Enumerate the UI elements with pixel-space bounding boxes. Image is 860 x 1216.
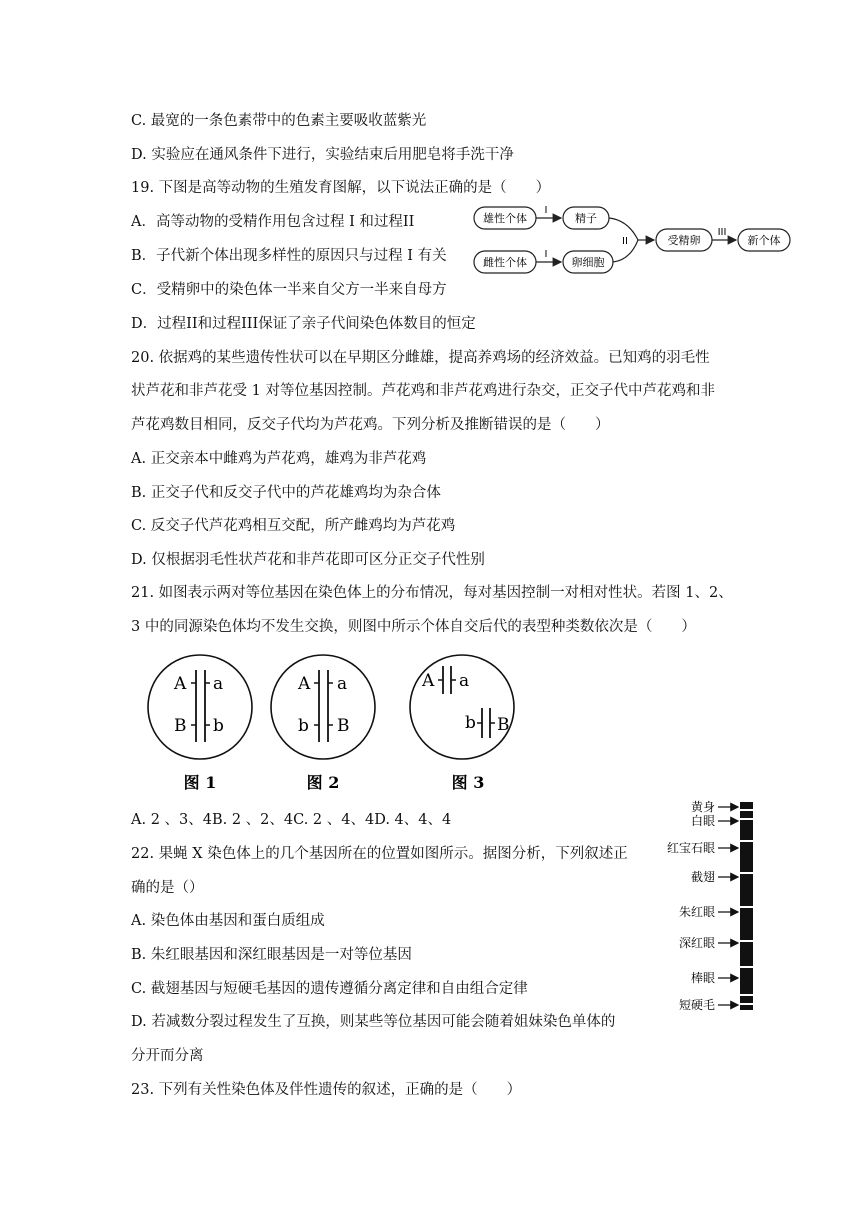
fig3-gene-left-top: A (422, 671, 435, 691)
process-3-label: III (717, 227, 727, 238)
q20-option-c: C. 反交子代芦花鸡相互交配，所产雌鸡均为芦花鸡 (131, 518, 456, 534)
fig2-gene-left-top: A (298, 674, 311, 694)
zygote-label: 受精卵 (667, 234, 701, 247)
q22-option-a: A. 染色体由基因和蛋白质组成 (131, 913, 325, 929)
process-2-label: II (622, 236, 628, 247)
q22-stem-line-2: 确的是（） (131, 880, 204, 896)
fig3-gene-left-bottom: b (465, 713, 476, 733)
q19-option-a: A．高等动物的受精作用包含过程 I 和过程II (131, 214, 415, 230)
gene-ruby-eye: 红宝石眼 (666, 841, 715, 855)
fig2-gene-right-bottom: B (337, 716, 350, 736)
q22-option-d: D. 若减数分裂过程发生了互换，则某些等位基因可能会随着姐妹染色单体的 (131, 1014, 616, 1030)
gene-yellow-body: 黄身 (690, 800, 715, 814)
q21-options: A. 2 、3、4B. 2 、2、4C. 2 、4、4D. 4、4、4 (131, 812, 452, 828)
reproduction-diagram (468, 200, 798, 280)
q22-stem-line-1: 22. 果蝇 X 染色体上的几个基因所在的位置如图所示。据图分析，下列叙述正 (131, 846, 628, 862)
fig1-gene-left-top: A (174, 674, 187, 694)
q22-option-b: B. 朱红眼基因和深红眼基因是一对等位基因 (131, 947, 412, 963)
q23-stem: 23. 下列有关性染色体及伴性遗传的叙述，正确的是（ ） (131, 1082, 522, 1098)
gene-truncated-wing: 截翅 (690, 870, 715, 884)
q22-option-d-cont: 分开而分离 (131, 1048, 204, 1064)
q20-stem-line-1: 20. 依据鸡的某些遗传性状可以在早期区分雌雄，提高养鸡场的经济效益。已知鸡的羽毛性 (131, 350, 710, 366)
fig1-gene-right-top: a (213, 674, 224, 694)
male-label: 雄性个体 (483, 212, 527, 225)
female-label: 雌性个体 (483, 256, 527, 269)
figure-3 (410, 655, 514, 792)
q20-stem-line-2: 状芦花和非芦花受 1 对等位基因控制。芦花鸡和非芦花鸡进行杂交，正交子代中芦花鸡和非 (131, 383, 715, 399)
new-individual-label: 新个体 (747, 234, 781, 247)
egg-label: 卵细胞 (571, 256, 605, 269)
x-chromosome-gene-map (660, 796, 760, 1016)
q20-option-d: D. 仅根据羽毛性状芦花和非芦花即可区分正交子代性别 (131, 552, 485, 568)
q20-stem-line-3: 芦花鸡数目相同，反交子代均为芦花鸡。下列分析及推断错误的是（ ） (131, 417, 610, 433)
q22-option-c: C. 截翅基因与短硬毛基因的遗传遵循分离定律和自由组合定律 (131, 981, 528, 997)
process-1-label-bottom: I (544, 249, 548, 260)
q18-option-d: D. 实验应在通风条件下进行，实验结束后用肥皂将手洗干净 (131, 147, 514, 163)
figure-1 (148, 655, 252, 792)
q19-option-b: B．子代新个体出现多样性的原因只与过程 I 有关 (131, 248, 447, 264)
chromosome-figures (130, 652, 530, 797)
q21-stem-line-2: 3 中的同源染色体均不发生交换，则图中所示个体自交后代的表型种类数依次是（ ） (131, 619, 696, 635)
sperm-label: 精子 (575, 212, 597, 225)
q18-option-c: C. 最宽的一条色素带中的色素主要吸收蓝紫光 (131, 113, 427, 129)
q21-stem-line-1: 21. 如图表示两对等位基因在染色体上的分布情况，每对基因控制一对相对性状。若图 1、2、 (131, 585, 733, 601)
process-1-label-top: I (544, 205, 548, 216)
fig2-caption: 图 2 (306, 773, 340, 792)
gene-bar-eye: 棒眼 (690, 971, 715, 985)
fig3-caption: 图 3 (451, 773, 485, 792)
fig2-gene-left-bottom: b (298, 716, 309, 736)
figure-2 (271, 655, 375, 792)
fig3-gene-right-top: a (459, 671, 470, 691)
q19-stem: 19. 下图是高等动物的生殖发育图解，以下说法正确的是（ ） (131, 180, 551, 196)
fig1-gene-right-bottom: b (213, 716, 224, 736)
q19-option-d: D．过程II和过程III保证了亲子代间染色体数目的恒定 (131, 316, 476, 332)
fig2-gene-right-top: a (337, 674, 348, 694)
gene-short-bristle: 短硬毛 (678, 998, 715, 1012)
gene-white-eye: 白眼 (690, 814, 715, 828)
q19-option-c: C．受精卵中的染色体一半来自父方一半来自母方 (131, 282, 447, 298)
q20-option-a: A. 正交亲本中雌鸡为芦花鸡，雄鸡为非芦花鸡 (131, 451, 427, 467)
fig1-caption: 图 1 (183, 773, 217, 792)
gene-vermilion-eye: 朱红眼 (678, 905, 715, 919)
fig1-gene-left-bottom: B (174, 716, 187, 736)
fig3-gene-right-bottom: B (497, 715, 510, 735)
gene-deep-red-eye: 深红眼 (678, 936, 715, 950)
q20-option-b: B. 正交子代和反交子代中的芦花雄鸡均为杂合体 (131, 485, 441, 501)
